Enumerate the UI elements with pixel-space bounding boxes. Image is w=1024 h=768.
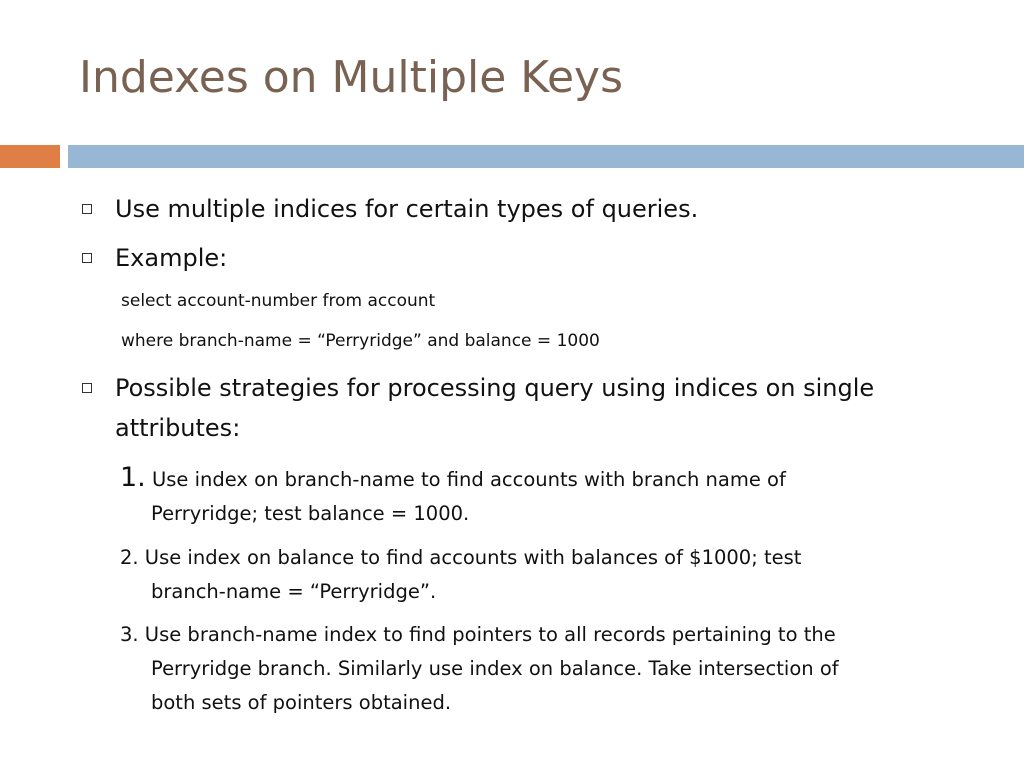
strategy-line: branch-name = “Perryridge”. (151, 580, 437, 603)
strategy-number: 2. (120, 546, 139, 569)
strategy-item-1 (120, 461, 970, 531)
bullet-square-icon (82, 204, 92, 214)
strategy-number: 1. (120, 462, 146, 493)
bullet-text-3: Possible strategies for processing query using indices on single (115, 374, 875, 402)
strategy-number: 3. (120, 623, 139, 646)
bullet-square-icon (82, 253, 92, 263)
strategy-line: Use branch-name index to find pointers to all records pertaining to the (138, 623, 836, 646)
strategy-line: Perryridge branch. Similarly use index on balance. Take intersection of (151, 657, 839, 680)
bullet-text-3-continued: attributes: (115, 414, 241, 442)
example-query-line-1: select account-number from account (121, 291, 436, 311)
example-query-line-2: where branch-name = “Perryridge” and balance = 1000 (121, 331, 600, 351)
strategy-line: Use index on balance to find accounts with balances of $1000; test (138, 546, 802, 569)
bullet-text-1: Use multiple indices for certain types of queries. (115, 195, 699, 223)
strategy-line: Use index on branch-name to find accounts with branch name of (145, 468, 786, 491)
strategy-line: both sets of pointers obtained. (151, 691, 452, 714)
strategy-item-3 (120, 618, 970, 720)
bullet-square-icon (82, 383, 92, 393)
accent-bar-orange (0, 145, 60, 168)
strategy-item-2 (120, 541, 970, 609)
accent-bar-blue (68, 145, 1024, 168)
slide-title: Indexes on Multiple Keys (79, 52, 624, 103)
bullet-text-2: Example: (115, 244, 228, 272)
strategy-line: Perryridge; test balance = 1000. (151, 502, 470, 525)
